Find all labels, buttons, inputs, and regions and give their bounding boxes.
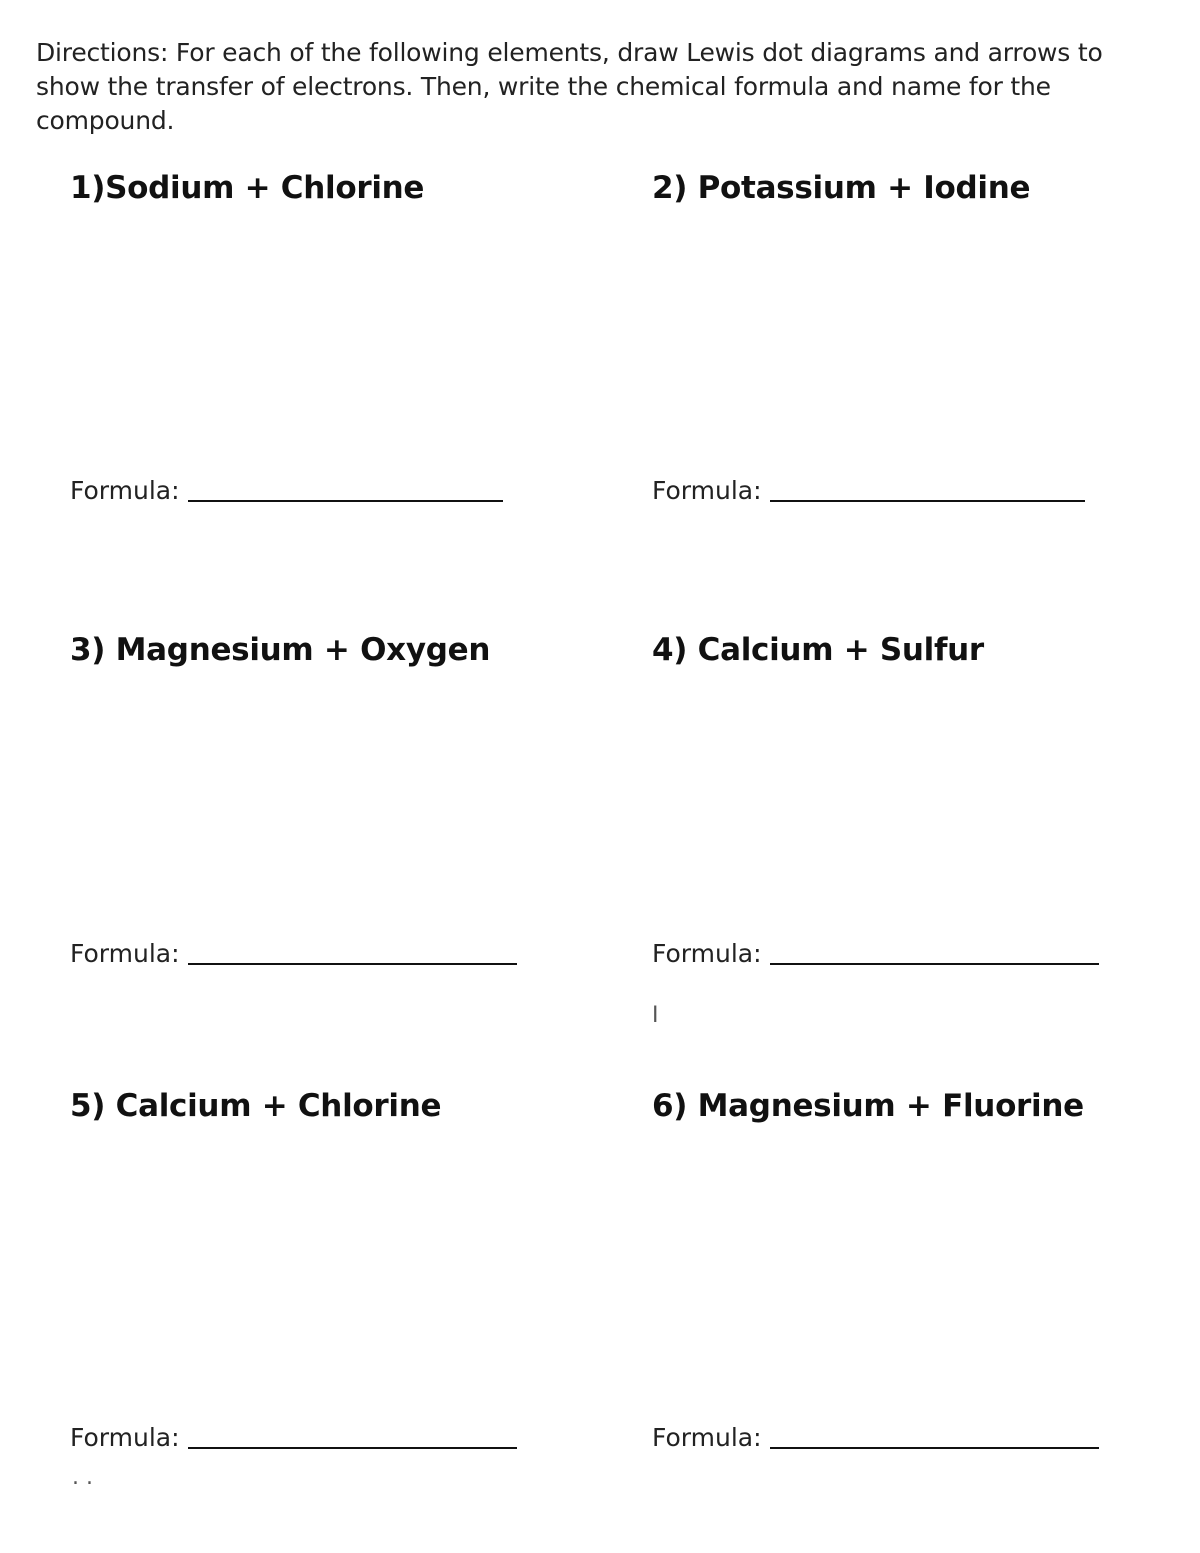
formula-label: Formula: <box>70 476 180 505</box>
formula-answer-line[interactable] <box>188 500 503 502</box>
formula-answer-line[interactable] <box>188 1447 517 1449</box>
formula-answer-line[interactable] <box>770 1447 1099 1449</box>
formula-label: Formula: <box>70 939 180 968</box>
problem-2-title: 2) Potassium + Iodine <box>652 170 1031 206</box>
problem-1-title: 1)Sodium + Chlorine <box>70 170 425 206</box>
formula-label: Formula: <box>652 1423 762 1452</box>
formula-answer-line[interactable] <box>770 963 1099 965</box>
problem-3-formula <box>70 939 517 969</box>
problem-5-title: 5) Calcium + Chlorine <box>70 1088 442 1124</box>
directions-text: Directions: For each of the following elements, draw Lewis dot diagrams and arrows to show the transfer of electrons. Then, write the chemical formula and name for the compound. <box>36 38 1103 135</box>
formula-label: Formula: <box>70 1423 180 1452</box>
problem-1-formula <box>70 476 503 506</box>
problem-4-title: 4) Calcium + Sulfur <box>652 632 984 668</box>
problem-5-formula <box>70 1423 517 1453</box>
stray-mark: I <box>652 1003 659 1028</box>
problem-3-title: 3) Magnesium + Oxygen <box>70 632 491 668</box>
formula-label: Formula: <box>652 476 762 505</box>
formula-answer-line[interactable] <box>188 963 517 965</box>
problem-6-title: 6) Magnesium + Fluorine <box>652 1088 1084 1124</box>
problem-2-formula <box>652 476 1085 506</box>
problem-6-formula <box>652 1423 1099 1453</box>
formula-answer-line[interactable] <box>770 500 1085 502</box>
formula-label: Formula: <box>652 939 762 968</box>
stray-dots: . . <box>72 1465 93 1490</box>
problem-4-formula <box>652 939 1099 969</box>
